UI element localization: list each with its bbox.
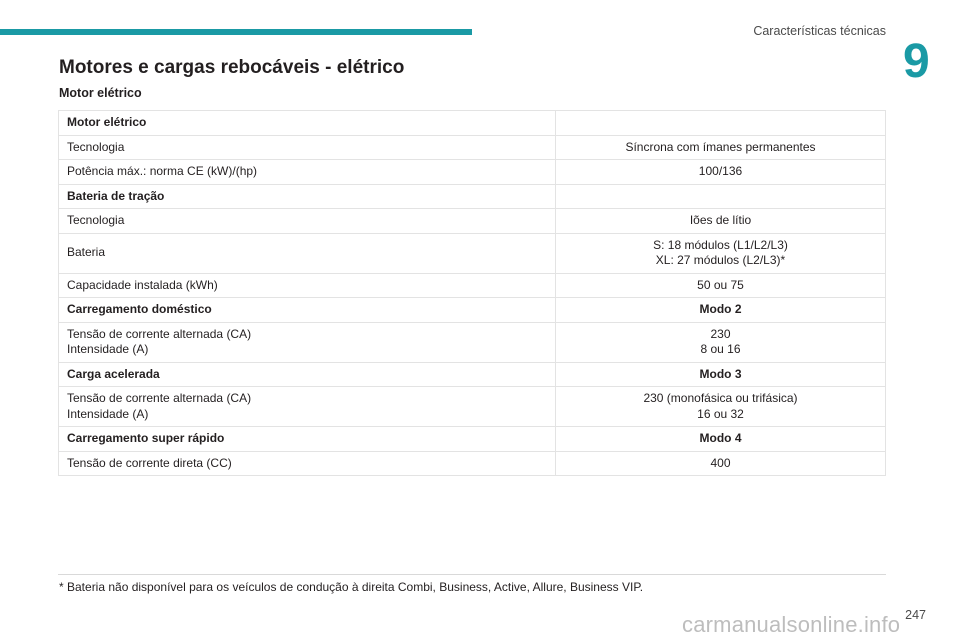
table-row [59, 451, 886, 476]
footnote: * Bateria não disponível para os veículos de condução à direita Combi, Business, Active, Allure, Business VIP. [59, 580, 644, 594]
table-section-header-row [59, 427, 886, 452]
table-section-header-row [59, 298, 886, 323]
row-value: Iões de lítio [556, 209, 886, 234]
table-row [59, 209, 886, 234]
row-value: Modo 4 [556, 427, 886, 452]
row-value: 230 (monofásica ou trifásica) 16 ou 32 [556, 387, 886, 427]
row-label: Carga acelerada [59, 362, 556, 387]
row-label: Capacidade instalada (kWh) [59, 273, 556, 298]
watermark: carmanualsonline.info [682, 612, 901, 637]
spec-table-body [59, 111, 886, 476]
table-section-header-row [59, 362, 886, 387]
row-label: Motor elétrico [59, 111, 556, 136]
row-value: 100/136 [556, 160, 886, 185]
row-label: Potência máx.: norma CE (kW)/(hp) [59, 160, 556, 185]
row-value [556, 111, 886, 136]
row-label: Bateria de tração [59, 184, 556, 209]
row-value: 50 ou 75 [556, 273, 886, 298]
row-label: Tecnologia [59, 209, 556, 234]
chapter-number: 9 [903, 35, 930, 88]
row-value: Modo 3 [556, 362, 886, 387]
row-label: Tensão de corrente alternada (CA) Intensidade (A) [59, 387, 556, 427]
row-label: Tensão de corrente direta (CC) [59, 451, 556, 476]
row-label: Carregamento super rápido [59, 427, 556, 452]
table-row [59, 322, 886, 362]
section-title: Características técnicas [753, 24, 886, 38]
row-value [556, 184, 886, 209]
page-title: Motores e cargas rebocáveis - elétrico [59, 57, 405, 78]
row-value: 230 8 ou 16 [556, 322, 886, 362]
row-value: 400 [556, 451, 886, 476]
table-row [59, 135, 886, 160]
subheading: Motor elétrico [59, 86, 142, 100]
table-row [59, 233, 886, 273]
row-label: Tecnologia [59, 135, 556, 160]
table-row [59, 387, 886, 427]
table-section-header-row [59, 184, 886, 209]
row-value: Síncrona com ímanes permanentes [556, 135, 886, 160]
page-number: 247 [905, 608, 926, 622]
table-section-header-row [59, 111, 886, 136]
footnote-divider [58, 574, 886, 575]
spec-table [58, 110, 886, 476]
table-row [59, 273, 886, 298]
row-label: Bateria [59, 233, 556, 273]
row-label: Tensão de corrente alternada (CA) Intensidade (A) [59, 322, 556, 362]
row-value: S: 18 módulos (L1/L2/L3) XL: 27 módulos (L2/L3)* [556, 233, 886, 273]
row-value: Modo 2 [556, 298, 886, 323]
header-accent-bar [0, 29, 472, 35]
row-label: Carregamento doméstico [59, 298, 556, 323]
table-row [59, 160, 886, 185]
